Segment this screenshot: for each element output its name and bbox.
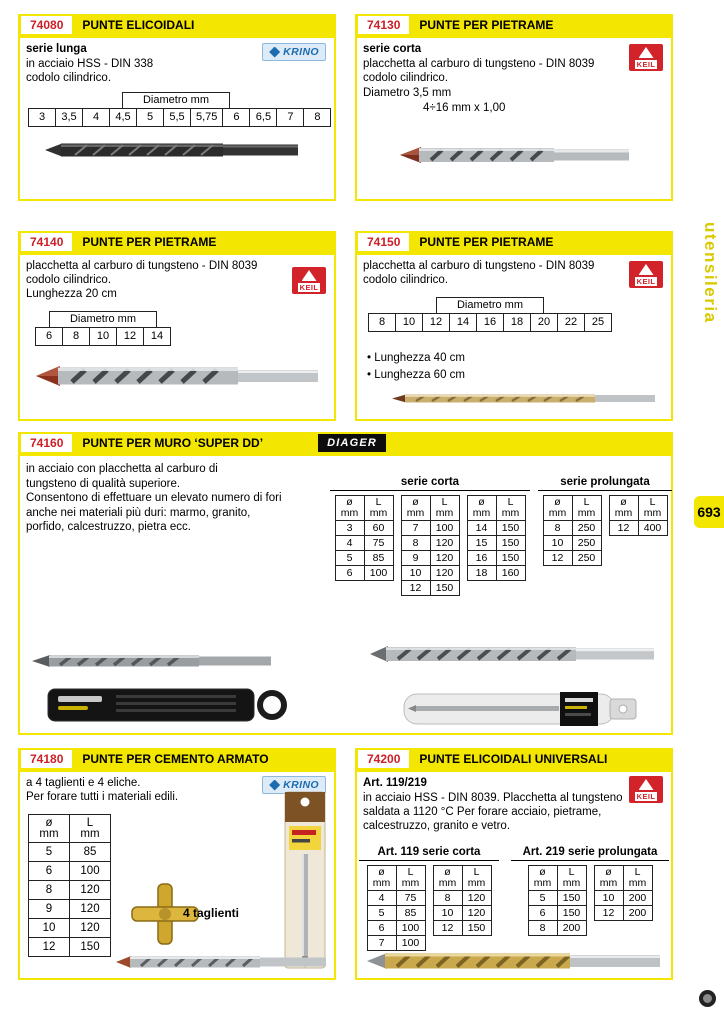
size-value: 120 <box>430 551 459 566</box>
size-column-header: L mm <box>638 496 667 521</box>
diameter-value: 6,5 <box>250 109 277 126</box>
size-value: 150 <box>70 938 111 957</box>
carbide-drill-bit-image <box>368 642 658 666</box>
size-column-header: ø mm <box>543 496 572 521</box>
keil-logo-text: KEIL <box>636 792 656 801</box>
size-table-wrap <box>335 495 394 581</box>
keil-logo <box>629 261 663 288</box>
section-title: PUNTE PER CEMENTO ARMATO <box>82 752 269 766</box>
keil-icon <box>639 779 654 790</box>
size-value: 15 <box>467 536 496 551</box>
description-line: codolo cilindrico. <box>363 72 449 84</box>
size-table <box>467 495 526 581</box>
keil-logo <box>292 267 326 294</box>
size-value: 100 <box>364 566 393 581</box>
size-value: 150 <box>557 906 586 921</box>
description-line: porfido, calcestruzzo, pietra ecc. <box>26 521 191 533</box>
size-value: 85 <box>70 843 111 862</box>
diameter-value: 10 <box>90 328 117 345</box>
section-body <box>18 36 336 201</box>
long-drill-bit-image <box>392 391 657 406</box>
size-value: 12 <box>543 551 572 566</box>
article-code: 74130 <box>358 16 409 34</box>
diameter-value: 14 <box>450 314 477 331</box>
twist-drill-bit-image <box>45 140 300 160</box>
description-line: Consentono di effettuare un elevato numero di fori <box>26 492 282 504</box>
size-value: 10 <box>433 906 462 921</box>
four-cutter-caption: 4 taglienti <box>183 906 240 920</box>
gray-drill-bit-image <box>32 652 277 670</box>
diameter-value: 3 <box>29 109 56 126</box>
diameter-table <box>28 311 178 346</box>
article-code: 74200 <box>358 750 409 768</box>
diameter-value: 5,5 <box>164 109 191 126</box>
size-value: 200 <box>623 906 652 921</box>
section-header <box>355 14 673 36</box>
diameter-value: 6 <box>223 109 250 126</box>
krino-logo-text: KRINO <box>283 779 319 791</box>
diameter-row <box>368 313 612 332</box>
size-value: 12 <box>401 581 430 596</box>
diameter-value: 12 <box>423 314 450 331</box>
diameter-value: 4,5 <box>110 109 137 126</box>
size-column-header: L mm <box>623 866 652 891</box>
size-value: 4 <box>367 891 396 906</box>
keil-icon <box>639 264 654 275</box>
size-tables-row <box>511 865 669 936</box>
size-value: 7 <box>401 521 430 536</box>
size-table <box>28 814 111 957</box>
diameter-table <box>28 92 324 127</box>
size-table-wrap <box>28 814 111 957</box>
size-table-wrap <box>401 495 460 596</box>
size-value: 150 <box>496 536 525 551</box>
size-value: 100 <box>396 921 425 936</box>
size-value: 120 <box>462 891 491 906</box>
size-table-wrap <box>433 865 492 936</box>
diameter-value: 25 <box>591 316 605 328</box>
serie-corta-group <box>330 476 530 596</box>
size-column-header: L mm <box>496 496 525 521</box>
diameter-table-title: Diametro mm <box>122 92 230 108</box>
size-value: 160 <box>496 566 525 581</box>
length-bullet: • Lunghezza 60 cm <box>367 369 466 381</box>
diameter-value: 16 <box>477 314 504 331</box>
section-title: PUNTE ELICOIDALI <box>82 18 195 32</box>
size-value: 5 <box>335 551 364 566</box>
description-line: codolo cilindrico. <box>26 274 112 286</box>
section-header <box>18 231 336 253</box>
diameter-value: 7 <box>277 109 304 126</box>
size-table-wrap <box>543 495 602 566</box>
article-reference: Art. 119/219 <box>363 777 427 789</box>
size-value: 5 <box>528 891 557 906</box>
section-body <box>18 454 673 735</box>
keil-icon <box>639 47 654 58</box>
section-title: PUNTE PER PIETRAME <box>419 235 554 249</box>
size-table-wrap <box>528 865 587 936</box>
size-column-header: L mm <box>557 866 586 891</box>
size-value: 12 <box>29 938 70 957</box>
size-table <box>609 495 668 536</box>
series-label: serie lunga <box>26 43 87 55</box>
size-value: 10 <box>29 919 70 938</box>
diager-logo: DIAGER <box>318 434 386 452</box>
diameter-value: 10 <box>396 314 423 331</box>
section-title: PUNTE PER PIETRAME <box>82 235 217 249</box>
section-74080 <box>18 14 336 201</box>
side-category-label: utensileria <box>701 222 720 324</box>
size-column-header: L mm <box>462 866 491 891</box>
section-74180 <box>18 748 336 980</box>
description-line: calcestruzzo, granito e vetro. <box>363 820 511 832</box>
size-value: 14 <box>467 521 496 536</box>
size-column-header: L mm <box>396 866 425 891</box>
description-line: saldata a 1120 °C Per forare acciaio, pietrame, <box>363 806 602 818</box>
description-line: 4÷16 mm x 1,00 <box>423 102 506 114</box>
krino-logo <box>262 43 326 61</box>
size-value: 8 <box>543 521 572 536</box>
description-line: placchetta al carburo di tungsteno - DIN 8039 <box>363 260 595 272</box>
size-table-wrap <box>594 865 653 921</box>
size-tables-row <box>538 495 672 566</box>
serie-prolungata-group <box>538 476 672 566</box>
size-table-wrap <box>367 865 426 951</box>
size-value: 75 <box>396 891 425 906</box>
description-line: Diametro 3,5 mm <box>363 87 452 99</box>
article-code: 74150 <box>358 233 409 251</box>
tube-package-image <box>402 686 647 732</box>
size-value: 100 <box>396 936 425 951</box>
size-column-header: ø mm <box>609 496 638 521</box>
section-title: PUNTE PER MURO ‘SUPER DD’ <box>82 436 264 450</box>
size-value: 6 <box>367 921 396 936</box>
article-code: 74160 <box>21 434 72 452</box>
diager-package-image <box>46 682 296 728</box>
keil-logo-text: KEIL <box>636 277 656 286</box>
size-value: 150 <box>496 521 525 536</box>
krino-icon <box>269 780 280 791</box>
universal-drill-bit-image <box>365 948 665 974</box>
description-line: in acciaio con placchetta al carburo di <box>26 463 218 475</box>
size-value: 100 <box>430 521 459 536</box>
publisher-mark <box>699 990 716 1007</box>
description-line: codolo cilindrico. <box>363 274 449 286</box>
size-value: 7 <box>367 936 396 951</box>
size-column-header: ø mm <box>29 815 70 843</box>
section-74150 <box>355 231 673 421</box>
diameter-value: 14 <box>150 330 164 342</box>
blister-package-image <box>282 790 328 970</box>
diameter-table <box>365 297 615 332</box>
description-line: tungsteno di qualità superiore. <box>26 478 181 490</box>
diameter-value: 5 <box>137 109 164 126</box>
art119-group <box>359 846 499 951</box>
size-value: 3 <box>335 521 364 536</box>
diameter-value: 3,5 <box>56 109 83 126</box>
krino-logo-text: KRINO <box>283 46 319 58</box>
size-table <box>335 495 394 581</box>
length-bullet: • Lunghezza 40 cm <box>367 352 466 364</box>
size-value: 150 <box>557 891 586 906</box>
size-column-header: L mm <box>430 496 459 521</box>
article-code: 74180 <box>21 750 72 768</box>
art219-heading: Art. 219 serie prolungata <box>511 846 669 861</box>
diameter-value: 5,75 <box>191 109 223 126</box>
size-column-header: L mm <box>70 815 111 843</box>
size-column-header: ø mm <box>433 866 462 891</box>
size-value: 8 <box>528 921 557 936</box>
size-value: 120 <box>70 919 111 938</box>
section-header <box>18 748 336 770</box>
size-table-wrap <box>467 495 526 581</box>
size-value: 8 <box>29 881 70 900</box>
diameter-table-title: Diametro mm <box>49 311 157 327</box>
description-line: a 4 taglienti e 4 eliche. <box>26 777 141 789</box>
size-value: 85 <box>396 906 425 921</box>
size-value: 150 <box>462 921 491 936</box>
size-value: 9 <box>29 900 70 919</box>
size-value: 200 <box>623 891 652 906</box>
size-value: 8 <box>401 536 430 551</box>
size-value: 12 <box>609 521 638 536</box>
size-value: 5 <box>367 906 396 921</box>
section-body <box>355 770 673 980</box>
section-body <box>18 253 336 421</box>
section-74130 <box>355 14 673 201</box>
section-body <box>18 770 336 980</box>
diameter-value: 20 <box>531 314 558 331</box>
diameter-value: 8 <box>63 328 90 345</box>
description-line: in acciaio HSS - DIN 8039. Placchetta al tungsteno <box>363 792 623 804</box>
keil-logo-text: KEIL <box>636 60 656 69</box>
size-table <box>367 865 426 951</box>
size-column-header: ø mm <box>367 866 396 891</box>
size-table <box>543 495 602 566</box>
series-label: serie corta <box>363 43 422 55</box>
section-header <box>355 231 673 253</box>
size-value: 16 <box>467 551 496 566</box>
diameter-value: 12 <box>117 328 144 345</box>
art219-group <box>511 846 669 936</box>
keil-logo <box>629 776 663 803</box>
size-value: 5 <box>29 843 70 862</box>
diameter-table-title: Diametro mm <box>436 297 544 313</box>
section-74140 <box>18 231 336 421</box>
size-value: 85 <box>364 551 393 566</box>
size-value: 6 <box>29 862 70 881</box>
size-value: 250 <box>572 536 601 551</box>
size-column-header: ø mm <box>467 496 496 521</box>
article-code: 74080 <box>21 16 72 34</box>
diameter-value: 18 <box>504 314 531 331</box>
masonry-drill-bit-image <box>115 952 330 972</box>
size-value: 400 <box>638 521 667 536</box>
size-table <box>433 865 492 936</box>
size-value: 60 <box>364 521 393 536</box>
description-line: Per forare tutti i materiali edili. <box>26 791 179 803</box>
diameter-value: 8 <box>369 314 396 331</box>
size-value: 250 <box>572 521 601 536</box>
size-value: 9 <box>401 551 430 566</box>
section-74160 <box>18 432 673 735</box>
article-code: 74140 <box>21 233 72 251</box>
size-tables-row <box>330 495 530 596</box>
size-column-header: ø mm <box>528 866 557 891</box>
description-line: anche nei materiali più duri: marmo, granito, <box>26 507 251 519</box>
art119-heading: Art. 119 serie corta <box>359 846 499 861</box>
description-line: placchetta al carburo di tungsteno - DIN 8039 <box>26 260 258 272</box>
description-line: Lunghezza 20 cm <box>26 288 117 300</box>
size-value: 8 <box>433 891 462 906</box>
diameter-row <box>35 327 171 346</box>
size-column-header: ø mm <box>335 496 364 521</box>
serie-prolungata-heading: serie prolungata <box>538 476 672 491</box>
section-title: PUNTE PER PIETRAME <box>419 18 554 32</box>
size-value: 10 <box>401 566 430 581</box>
section-header <box>18 14 336 36</box>
size-value: 12 <box>594 906 623 921</box>
size-value: 6 <box>335 566 364 581</box>
section-header <box>355 748 673 770</box>
description-line: in acciaio HSS - DIN 338 <box>26 58 154 70</box>
diameter-value: 4 <box>83 109 110 126</box>
size-value: 200 <box>557 921 586 936</box>
keil-logo <box>629 44 663 71</box>
section-body <box>355 253 673 421</box>
size-value: 120 <box>430 566 459 581</box>
size-value: 150 <box>496 551 525 566</box>
size-column-header: ø mm <box>594 866 623 891</box>
size-value: 10 <box>594 891 623 906</box>
section-header <box>18 432 673 454</box>
size-value: 12 <box>433 921 462 936</box>
size-value: 75 <box>364 536 393 551</box>
diameter-value: 6 <box>36 328 63 345</box>
size-table-wrap <box>609 495 668 536</box>
size-table <box>594 865 653 921</box>
size-value: 4 <box>335 536 364 551</box>
size-value: 6 <box>528 906 557 921</box>
diameter-value: 22 <box>558 314 585 331</box>
size-value: 120 <box>70 900 111 919</box>
size-column-header: L mm <box>572 496 601 521</box>
masonry-drill-bit-image <box>399 142 634 168</box>
size-value: 120 <box>430 536 459 551</box>
section-body <box>355 36 673 201</box>
keil-logo-text: KEIL <box>299 283 319 292</box>
size-table <box>528 865 587 936</box>
diameter-row <box>28 108 331 127</box>
section-title: PUNTE ELICOIDALI UNIVERSALI <box>419 752 608 766</box>
size-column-header: L mm <box>364 496 393 521</box>
description-line: codolo cilindrico. <box>26 72 112 84</box>
size-value: 10 <box>543 536 572 551</box>
keil-icon <box>302 270 317 281</box>
diameter-value: 8 <box>314 111 321 123</box>
size-value: 18 <box>467 566 496 581</box>
size-value: 100 <box>70 862 111 881</box>
size-value: 120 <box>70 881 111 900</box>
size-tables-row <box>359 865 499 951</box>
serie-corta-heading: serie corta <box>330 476 530 491</box>
page-number-tab: 693 <box>694 496 724 528</box>
krino-icon <box>269 47 280 58</box>
masonry-drill-bit-image <box>34 361 324 391</box>
size-value: 120 <box>462 906 491 921</box>
size-value: 250 <box>572 551 601 566</box>
size-column-header: ø mm <box>401 496 430 521</box>
description-line: placchetta al carburo di tungsteno - DIN 8039 <box>363 58 595 70</box>
size-value: 150 <box>430 581 459 596</box>
section-74200 <box>355 748 673 980</box>
size-table <box>401 495 460 596</box>
